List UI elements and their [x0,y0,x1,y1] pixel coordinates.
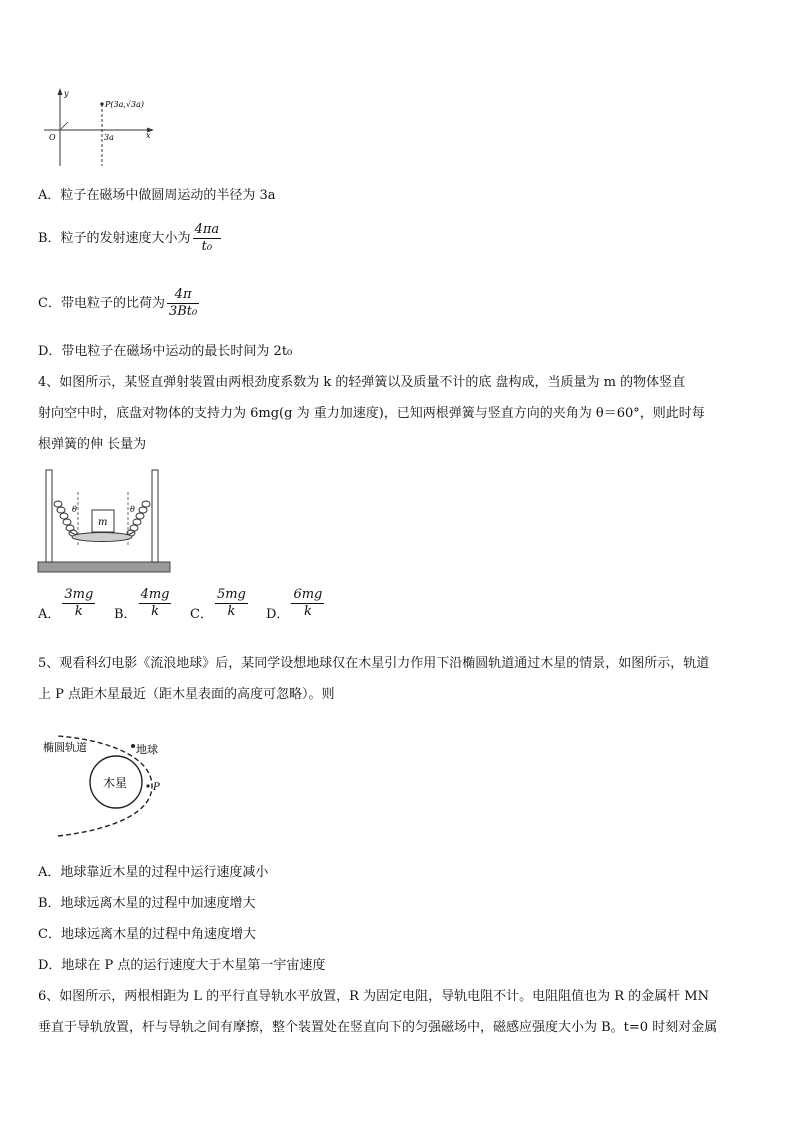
q4-text-line2: 射向空中时，底盘对物体的支持力为 6mg(g 为 重力加速度)，已知两根弹簧与竖直方向的夹角为 θ＝60°，则此时每 [38,406,705,421]
q5-option-c: C．地球远离木星的过程中角速度增大 [38,927,256,942]
origin-label: O [49,133,56,142]
q3-option-a: A．粒子在磁场中做圆周运动的半径为 3a [38,188,276,203]
earth-label: 地球 [136,743,158,756]
q3-option-b-fraction: $\frac{4\pi a}{\text{t₀}}$ [194,222,220,254]
q4-text-line1: 4、如图所示，某竖直弹射装置由两根劲度系数为 k 的轻弹簧以及质量不计的底 盘构成，当质量为 m 的物体竖直 [38,375,686,390]
x-axis-label: x [146,131,151,140]
q5-option-b: B．地球远离木星的过程中加速度增大 [38,896,256,911]
tick-3a-label: 3a [104,133,114,142]
q5-text-line2: 上 P 点距木星最近（距木星表面的高度可忽略）。则 [38,687,335,702]
q3-option-d: D．带电粒子在磁场中运动的最长时间为 2t₀ [38,344,293,359]
q4-option-c: C． $\frac{5mg}{k}$ [190,587,246,622]
mass-label: m [98,517,108,528]
q4-option-b: B． $\frac{4mg}{k}$ [114,587,170,622]
q5-option-d: D．地球在 P 点的运行速度大于木星第一宇宙速度 [38,958,326,973]
y-axis-label: y [64,89,69,98]
orbit-label: 椭圆轨道 [43,741,87,754]
point-p-orbit-label: P [153,782,160,793]
q3-option-c: C．带电粒子的比荷为 $\frac{4\pi}{\text{3Bt₀}}$ [38,287,198,319]
q6-text-line1: 6、如图所示，两根相距为 L 的平行直导轨水平放置，R 为固定电阻，导轨电阻不计。电阻阻值也为 R 的金属杆 MN [38,989,709,1004]
q3-option-b: B．粒子的发射速度大小为 $\frac{4\pi a}{\text{t₀}}$ [38,222,220,254]
q5-option-a: A．地球靠近木星的过程中运行速度减小 [38,865,269,880]
q3-option-c-fraction: $\frac{4\pi}{\text{3Bt₀}}$ [168,287,198,319]
angle-left-label: θ [72,505,77,514]
jupiter-label: 木星 [103,776,128,790]
q4-option-d: D． $\frac{6mg}{k}$ [266,587,323,622]
q4-option-a: A． $\frac{3mg}{k}$ [38,587,94,622]
coordinate-figure [40,86,160,170]
orbit-figure [40,730,180,842]
q4-text-line3: 根弹簧的伸 长量为 [38,437,147,452]
angle-right-label: θ [130,505,135,514]
q6-text-line2: 垂直于导轨放置，杆与导轨之间有摩擦，整个装置处在竖直向下的匀强磁场中，磁感应强度大小为 B。t=0 时刻对金属 [38,1020,718,1035]
spring-launcher-figure [36,466,172,578]
point-p-label: P(3a,√3a) [105,100,144,109]
q5-text-line1: 5、观看科幻电影《流浪地球》后，某同学设想地球仅在木星引力作用下沿椭圆轨道通过木星的情景，如图所示，轨道 [38,656,710,671]
